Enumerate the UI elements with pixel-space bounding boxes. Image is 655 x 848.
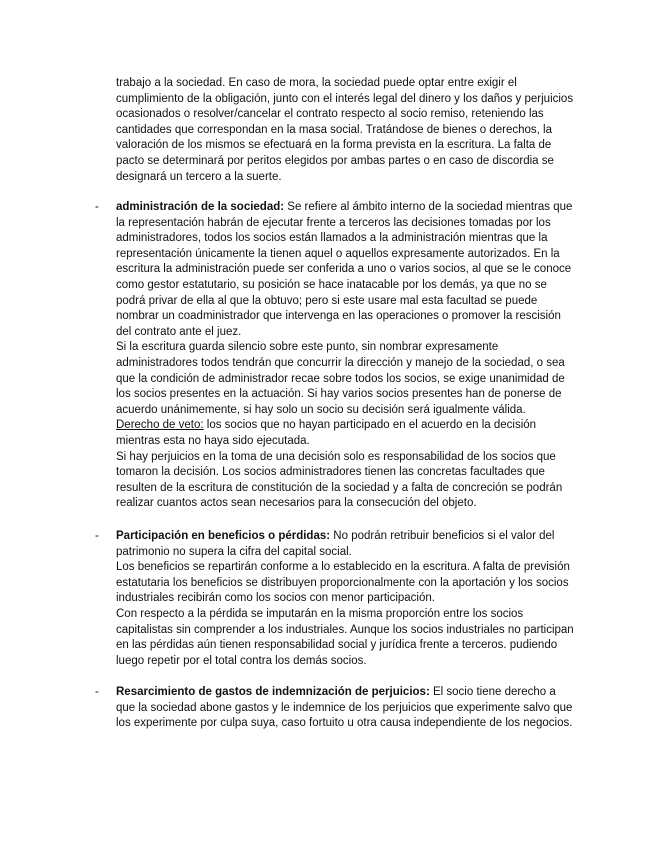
section-heading: Participación en beneficios o pérdidas: bbox=[116, 530, 331, 542]
section-paragraph bbox=[116, 529, 576, 560]
section-text: No podrán retribuir beneficios si el valor del patrimonio no supera la cifra del capital social. bbox=[116, 530, 555, 558]
section-participacion bbox=[116, 529, 576, 669]
section-resarcimiento bbox=[116, 685, 576, 732]
section-paragraph: Si la escritura guarda silencio sobre este punto, sin nombrar expresamente administradores todos tendrán que concurrir la dirección y manejo de la sociedad, o sea que la condición de administrador recae sobre todos los socios, se exige unanimidad de los socios presentes en la actuación. Si hay varios socios presentes han de ponerse de acuerdo unánimemente, si hay solo un socio su decisión será igualmente válida. bbox=[116, 341, 565, 416]
section-paragraph bbox=[116, 200, 576, 340]
section-bullet: - bbox=[95, 201, 99, 213]
section-text: El socio tiene derecho a que la sociedad abone gastos y le indemnice de los perjuicios que experimente salvo que los experimente por culpa suya, caso fortuito u otra causa independiente de los negocios. bbox=[116, 686, 573, 730]
section-paragraph: Con respecto a la pérdida se imputarán en la misma proporción entre los socios capitalistas sin comprender a los industriales. Aunque los socios industriales no participan en las pérdidas aún tienen responsabilidad social y jurídica frente a terceros. pudiendo luego repetir por el total contra los demás socios. bbox=[116, 607, 574, 667]
section-text: Se refiere al ámbito interno de la sociedad mientras que la representación habrán de ejecutar frente a terceros las decisiones tomadas por los administradores, todos los socios están llamados a la administración mientras que la representación únicamente la tienen aquel o aquellos expresamente autorizados. En la escritura la administración puede ser conferida a uno o varios socios, al que se le conoce como gestor estatutario, su posición se hace inatacable por los demás, ya que no se podrá privar de ella al que la obtuvo; pero si este usare mal esta facultad se puede nombrar un coadministrador que intervenga en las operaciones o promover la rescisión del contrato ante el juez. bbox=[116, 201, 573, 338]
section-administracion bbox=[116, 200, 576, 512]
section-paragraph: Si hay perjuicios en la toma de una decisión solo es responsabilidad de los socios que tomaron la decisión. Los socios administradores tienen las concretas facultades que resulten de la escritura de constitución de la sociedad y a falta de concreción se podrán realizar cuantos actos sean necesarios para la consecución del objeto. bbox=[116, 450, 563, 510]
section-bullet: - bbox=[95, 530, 99, 542]
intro-paragraph: trabajo a la sociedad. En caso de mora, la sociedad puede optar entre exigir el cumplimiento de la obligación, junto con el interés legal del dinero y los daños y perjuicios ocasionados o resolver/cancelar el contrato respecto al socio remiso, reteniendo las cantidades que correspondan en la masa social. Tratándose de bienes o derechos, la valoración de los mismos se efectuará en la forma prevista en la escritura. La falta de pacto se determinará por peritos elegidos por ambas partes o en caso de discordia se designará un tercero a la suerte. bbox=[116, 77, 574, 183]
veto-label: Derecho de veto: bbox=[116, 419, 204, 432]
section-heading: Resarcimiento de gastos de indemnización de perjuicios: bbox=[116, 686, 430, 698]
veto-text: los socios que no hayan participado en el acuerdo en la decisión mientras esta no haya sido ejecutada. bbox=[116, 419, 537, 447]
veto-paragraph bbox=[116, 418, 576, 449]
section-heading: administración de la sociedad: bbox=[116, 201, 285, 213]
section-bullet: - bbox=[95, 686, 99, 698]
section-paragraph: Los beneficios se repartirán conforme a lo establecido en la escritura. A falta de previsión estatutaria los beneficios se distribuyen proporcionalmente con la aportación y los socios industriales recibirán como los socios con menor participación. bbox=[116, 561, 570, 605]
section-paragraph bbox=[116, 685, 576, 732]
